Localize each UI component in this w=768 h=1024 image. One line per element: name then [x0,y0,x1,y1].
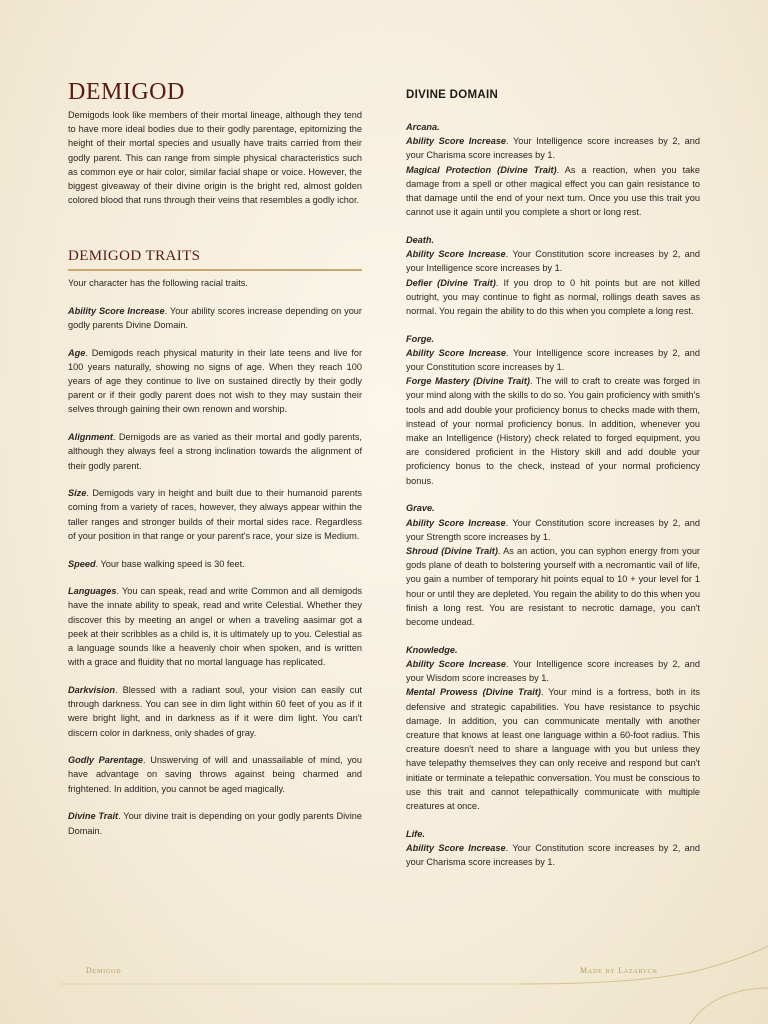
footer-left-label: Demigod [86,966,122,975]
asi-text: Your Constitution score increases by 2, and your Intelligence score increases by 1. [406,249,700,274]
domain-asi: Ability Score Increase. Your Intelligence score increases by 2, and your Constitution score increases by 1. [406,347,700,373]
divine-trait-text: The will to craft to create was forged in your mind along with the skills to do so. You gain proficiency with smith's tools and add double your proficiency bonus to checks made with them, instead of your normal proficiency bonus. In addition, whenever you make an Intelligence (History) check related to forged equipment, you are considered proficient in the History skill and add double your proficiency bonus to the check, instead of your normal proficiency bonus. [406,376,700,486]
domain-trait: Shroud (Divine Trait). As an action, you can syphon energy from your gods plane of death to bolstering yourself with a necromantic vail of life, you gain a number of temporary hit points equal to 10 + your level for 1 hour or until they are depleted. You regain the ability to do this when you finish a long rest. You are resistant to necrotic damage, you can't become undead. [406,545,700,627]
trait-alignment: Alignment. Demigods are as varied as their mortal and godly parents, although they always feel a strong inclination towards the alignment of their godly parent. [68,432,362,471]
trait-label: Age [68,347,86,358]
domain-asi: Ability Score Increase. Your Constitution score increases by 2, and your Strength score increases by 1. [406,517,700,542]
trait-text: You can speak, read and write Common and all demigods have the innate ability to speak, read and write Celestial. Whether they discover this by meeting an angel or when a traveling aasimar got a peek at their scribbles as a child is, it is ultimately up to you. Celestial as a language sounds like a heavenly choir when spoken, and is written with a grace and fluidity that no mortal language has replicated. [68,586,362,668]
asi-text: Your Intelligence score increases by 2, and your Constitution score increases by 1. [406,347,700,373]
trait-label: Alignment [68,432,113,443]
trait-label: Size [68,488,87,499]
trait-size: Size. Demigods vary in height and built due to their humanoid parents coming from a variety of races, however, they always appear within the taller ranges and stronger builds of their mortal sides race. Regardless of your position in that range or your parent's race, your size is Medium. [68,488,362,541]
trait-ability-score: Ability Score Increase. Your ability scores increase depending on your godly parents Divine Domain. [68,305,362,330]
trait-text: Your base walking speed is 30 feet. [98,558,245,569]
trait-speed: Speed. Your base walking speed is 30 feet. [68,558,245,569]
divine-trait-label: Mental Prowess (Divine Trait) [406,687,541,698]
domains-section [406,120,700,883]
trait-label: Darkvision [68,684,115,695]
divine-trait-label: Defier (Divine Trait) [406,277,496,288]
trait-label: Speed [68,558,96,569]
domain-arcana [406,120,700,219]
divine-trait-text: As a reaction, when you take damage from a spell or other magical effect you can gain resistance to that damage until the end of your next turn. Once you use this trait you cannot use it again until you complete a short or long rest. [406,164,700,218]
domain-name: Grave. [406,503,435,514]
intro-paragraph: Demigods look like members of their mortal lineage, although they tend to have more ideal bodies due to their godly parentage, epitomizing the height of their mortal species and usually have traits carried from their godly parent. This can range from simple physical characteristics such as common eye or hair color, similar facial shape or voice. However, the biggest giveaway of their divine origin is the bright red, almost golden colored blood that runs through their veins that resembles a godly ichor. [68,110,362,206]
trait-godly-parentage: Godly Parentage. Unswerving of will and unassailable of mind, you have advantage on saving throws against being charmed and frightened. In addition, you cannot be aged magically. [68,755,363,794]
trait-label: Ability Score Increase [68,305,165,316]
domain-name: Death. [406,234,435,245]
trait-languages: Languages. You can speak, read and write Common and all demigods have the innate ability to speak, read and write Celestial. Whether they discover this by meeting an angel or when a traveling aasimar got a peek at their scribbles as a child is, it is ultimately up to you. Celestial as a language sounds like a heavenly choir when spoken, and is written with a grace and fluidity that no mortal language has replicated. [68,586,362,668]
divine-trait-label: Magical Protection (Divine Trait) [406,164,557,175]
footer-right-credit: Made by Lazarvck [580,966,658,975]
asi-label: Ability Score Increase [406,517,506,528]
asi-label: Ability Score Increase [406,658,507,669]
asi-text: Your Intelligence score increases by 2, and your Wisdom score increases by 1. [406,658,700,684]
domain-asi: Ability Score Increase. Your Constitution score increases by 2, and your Charisma score increases by 1. [406,842,700,868]
domain-asi: Ability Score Increase. Your Intelligence score increases by 2, and your Charisma score increases by 1. [406,136,700,161]
domain-trait: Defier (Divine Trait). If you drop to 0 hit points but are not killed outright, you may continue to fight as normal, rollings death saves as normal. You regain the ability to do this when you complete a long rest. [406,277,700,316]
trait-text: Blessed with a radiant soul, your vision can easily cut through darkness. You can see in dim light within 60 feet of you as if it were bright light, and in darkness as if it were dim light. You can't discern color in darkness, only shades of gray. [68,684,362,738]
domain-forge [406,332,700,488]
domain-trait: Forge Mastery (Divine Trait). The will to craft to create was forged in your mind along with the skills to do so. You gain proficiency with smith's tools and add double your proficiency bonus to checks made with them, instead of your normal proficiency bonus. In addition, whenever you make an Intelligence (History) check related to forged equipment, you are considered proficient in the History skill and add double your proficiency bonus to the check, instead of your normal proficiency bonus. [406,376,700,486]
domain-name: Arcana. [406,122,440,132]
page-title: DEMIGOD [68,79,185,105]
asi-label: Ability Score Increase [406,249,506,260]
asi-label: Ability Score Increase [406,136,507,147]
traits-section [68,276,362,851]
divine-trait-text: If you drop to 0 hit points but are not killed outright, you may continue to fight as normal, rollings death saves as normal. You regain the ability to do this when you complete a long rest. [406,277,700,316]
trait-text: Unswerving of will and unassailable of mind, you have advantage on saving throws against being charmed and frightened. In addition, you cannot be aged magically. [68,755,363,794]
domain-asi: Ability Score Increase. Your Constitution score increases by 2, and your Intelligence score increases by 1. [406,249,700,274]
trait-text: Demigods vary in height and built due to their humanoid parents coming from a variety of races, however, they always appear within the taller ranges and stronger builds of their mortal sides race. Regardless of your position in that range or your parent's race, your size is Medium. [68,488,362,541]
asi-text: Your Intelligence score increases by 2, and your Charisma score increases by 1. [406,136,700,161]
divine-trait-text: Your mind is a fortress, both in its defensive and strategic capabilities. You have resistance to psychic damage. In addition, you can communicate mentally with another creature that knows at least one language within a 60-foot radius. This creature doesn't need to share a language with you but unless they have telepathy themselves they can only receive and respond but can't initiate or terminate a telepathic conversation. You must be conscious to use this trait and cannot telepathically communicate with multiple creatures at once. [406,687,700,811]
domain-knowledge [406,643,700,813]
domain-trait: Magical Protection (Divine Trait). As a reaction, when you take damage from a spell or other magical effect you can gain resistance to that damage until the end of your next turn. Once you use this trait you cannot use it again until you complete a short or long rest. [406,164,700,218]
trait-text: Demigods reach physical maturity in their late teens and live for 100 years naturally, showing no signs of age. When they reach 100 years of age they continue to live on sustained directly by their godly parent or if their godly parent does not wish to they may sustain their selves through gaining their own renown and worship. [68,347,362,415]
divine-trait-label: Shroud (Divine Trait) [406,545,498,556]
asi-text: Your Constitution score increases by 2, and your Strength score increases by 1. [406,517,700,542]
domain-trait: Mental Prowess (Divine Trait). Your mind is a fortress, both in its defensive and strategic capabilities. You have resistance to psychic damage. In addition, you can communicate mentally with another creature that knows at least one language within a 60-foot radius. This creature doesn't need to share a language with you but unless they have telepathy themselves they can only receive and respond but can't initiate or terminate a telepathic conversation. You must be conscious to use this trait and cannot telepathically communicate with multiple creatures at once. [406,687,700,811]
trait-text: Your divine trait is depending on your godly parents Divine Domain. [68,811,362,836]
domain-death [406,233,700,318]
asi-text: Your Constitution score increases by 2, and your Charisma score increases by 1. [406,842,700,868]
trait-label: Godly Parentage [68,755,144,766]
trait-text: Your ability scores increase depending on your godly parents Divine Domain. [68,305,362,330]
trait-text: Demigods are as varied as their mortal and godly parents, although they always feel a strong inclination towards the alignment of their godly parent. [68,432,362,471]
asi-label: Ability Score Increase [406,347,507,358]
divine-trait-text: As an action, you can syphon energy from your gods plane of death to bolstering yourself with a necromantic vail of life, you gain a number of temporary hit points equal to 10 + your level for 1 hour or until they are depleted. You regain the ability to do this when you finish a long rest. You are resistant to necrotic damage, you can't become undead. [406,545,700,627]
domain-life [406,827,700,870]
trait-label: Languages [68,586,117,597]
traits-intro: Your character has the following racial traits. [68,278,248,288]
trait-darkvision: Darkvision. Blessed with a radiant soul, your vision can easily cut through darkness. You can see in dim light within 60 feet of you as if it were bright light, and in darkness as if it were dim light. You can't discern color in darkness, only shades of gray. [68,684,362,738]
domain-name: Forge. [406,333,435,344]
trait-divine-trait: Divine Trait. Your divine trait is depending on your godly parents Divine Domain. [68,811,362,836]
divine-trait-label: Forge Mastery (Divine Trait) [406,376,530,387]
domain-grave [406,501,700,629]
domain-asi: Ability Score Increase. Your Intelligence score increases by 2, and your Wisdom score increases by 1. [406,658,700,684]
traits-heading: DEMIGOD TRAITS [68,248,362,271]
trait-label: Divine Trait [68,811,119,822]
trait-age: Age. Demigods reach physical maturity in their late teens and live for 100 years naturally, showing no signs of age. When they reach 100 years of age they continue to live on sustained directly by their godly parent or if their godly parent does not wish to they may sustain their selves through gaining their own renown and worship. [68,347,362,415]
asi-label: Ability Score Increase [406,842,506,853]
footer-ornament [0,940,768,1024]
domain-name: Knowledge. [406,644,458,655]
domain-name: Life. [406,828,425,839]
divine-domain-heading: DIVINE DOMAIN [406,89,499,101]
